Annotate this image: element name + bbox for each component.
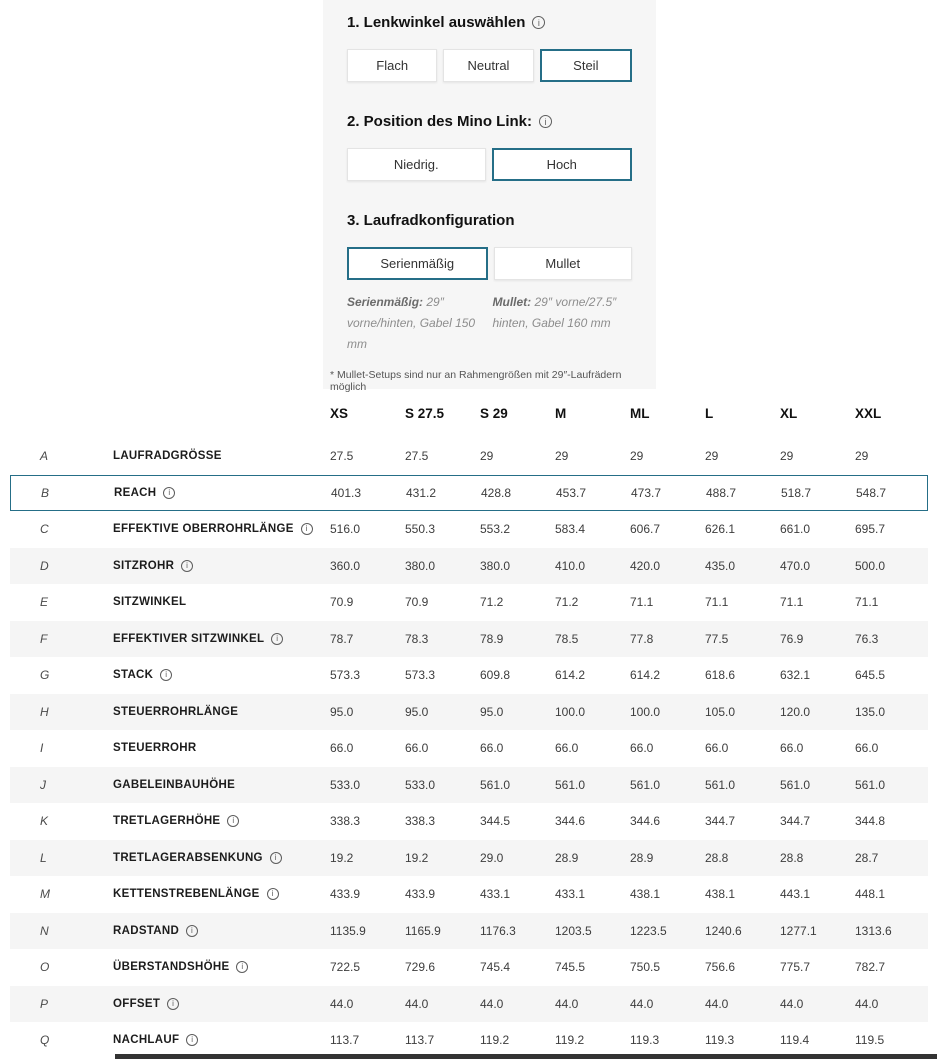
geometry-value: 516.0 <box>330 522 361 537</box>
option-serienm-ig[interactable]: Serienmäßig <box>347 247 488 280</box>
table-header-row <box>10 398 928 428</box>
geometry-value: 66.0 <box>555 741 579 756</box>
geometry-value: 745.5 <box>555 960 586 975</box>
configurator-panel <box>323 0 656 393</box>
geometry-value: 360.0 <box>330 558 361 573</box>
geometry-value: 344.6 <box>630 814 661 829</box>
geometry-value: 76.9 <box>780 631 804 646</box>
geometry-value: 78.5 <box>555 631 579 646</box>
section-title <box>347 14 632 31</box>
row-letter: I <box>40 741 44 756</box>
geometry-value: 645.5 <box>855 668 886 683</box>
geometry-value: 453.7 <box>556 485 587 500</box>
size-column-header: ML <box>630 405 650 421</box>
row-label-text: SITZWINKEL <box>113 596 187 609</box>
geometry-row-effektiver-sitzwinkel[interactable] <box>10 621 928 658</box>
section-title <box>347 113 632 130</box>
option-flach[interactable]: Flach <box>347 49 437 82</box>
row-label-text: TRETLAGERHÖHE <box>113 815 221 828</box>
row-letter: O <box>40 960 50 975</box>
geometry-value: 78.9 <box>480 631 504 646</box>
geometry-value: 561.0 <box>480 777 511 792</box>
geometry-value: 78.7 <box>330 631 354 646</box>
info-icon[interactable]: i <box>532 16 545 29</box>
size-column-header: XS <box>330 405 349 421</box>
geometry-value: 775.7 <box>780 960 811 975</box>
row-label-text: EFFEKTIVER SITZWINKEL <box>113 632 265 645</box>
geometry-value: 344.7 <box>705 814 736 829</box>
geometry-value: 756.6 <box>705 960 736 975</box>
geometry-value: 119.3 <box>630 1033 660 1048</box>
section-title <box>347 212 632 229</box>
geometry-value: 380.0 <box>405 558 436 573</box>
size-column-header: S 27.5 <box>405 405 445 421</box>
geometry-value: 119.4 <box>780 1033 810 1048</box>
geometry-value: 71.1 <box>630 595 654 610</box>
geometry-value: 28.8 <box>705 850 729 865</box>
geometry-value: 626.1 <box>705 522 736 537</box>
size-column-header: M <box>555 405 567 421</box>
row-label-text: KETTENSTREBENLÄNGE <box>113 888 260 901</box>
geometry-value: 380.0 <box>480 558 511 573</box>
geometry-value: 77.8 <box>630 631 654 646</box>
geometry-value: 71.2 <box>555 595 579 610</box>
geometry-value: 119.2 <box>480 1033 510 1048</box>
geometry-value: 100.0 <box>630 704 661 719</box>
row-letter: P <box>40 996 49 1011</box>
row-letter: G <box>40 668 50 683</box>
info-icon[interactable]: i <box>181 560 193 572</box>
geometry-value: 1176.3 <box>480 923 516 938</box>
geometry-value: 518.7 <box>781 485 812 500</box>
row-letter: J <box>40 777 46 792</box>
geometry-value: 71.2 <box>480 595 504 610</box>
size-column-header: XXL <box>855 405 882 421</box>
geometry-value: 95.0 <box>405 704 429 719</box>
geometry-value: 29 <box>480 449 494 464</box>
row-label <box>114 487 331 499</box>
geometry-value: 561.0 <box>780 777 811 792</box>
geometry-value: 71.1 <box>780 595 804 610</box>
row-label-text: STEUERROHR <box>113 742 197 755</box>
info-icon[interactable]: i <box>267 888 279 900</box>
geometry-value: 561.0 <box>705 777 736 792</box>
geometry-row-radstand[interactable] <box>10 913 928 950</box>
geometry-value: 473.7 <box>631 485 662 500</box>
row-label-text: RADSTAND <box>113 924 180 937</box>
row-label-text: STACK <box>113 669 154 682</box>
geometry-value: 71.1 <box>705 595 729 610</box>
section-title-text: 3. Laufradkonfiguration <box>347 212 515 229</box>
row-letter: Q <box>40 1033 50 1048</box>
mullet-footnote: * Mullet-Setups sind nur an Rahmengrößen mit 29″-Laufrädern möglich <box>330 369 622 393</box>
geometry-value: 70.9 <box>405 595 429 610</box>
geometry-row-berstandsh-he[interactable] <box>10 949 928 986</box>
geometry-value: 338.3 <box>405 814 436 829</box>
configurator-sections <box>347 14 632 355</box>
geometry-value: 420.0 <box>630 558 661 573</box>
row-label-text: STEUERROHRLÄNGE <box>113 705 239 718</box>
geometry-value: 338.3 <box>330 814 361 829</box>
option-group <box>347 49 632 82</box>
info-icon[interactable]: i <box>160 669 172 681</box>
geometry-value: 533.0 <box>405 777 436 792</box>
row-letter: E <box>40 595 49 610</box>
geometry-table <box>0 398 937 1059</box>
geometry-value: 745.4 <box>480 960 511 975</box>
geometry-value: 410.0 <box>555 558 586 573</box>
geometry-value: 95.0 <box>480 704 504 719</box>
geometry-value: 573.3 <box>405 668 436 683</box>
geometry-value: 119.2 <box>555 1033 585 1048</box>
info-icon[interactable]: i <box>167 998 179 1010</box>
geometry-value: 618.6 <box>705 668 736 683</box>
info-icon[interactable]: i <box>539 115 552 128</box>
geometry-value: 66.0 <box>630 741 654 756</box>
geometry-value: 344.8 <box>855 814 886 829</box>
row-label <box>113 998 330 1010</box>
geometry-value: 120.0 <box>780 704 811 719</box>
option-neutral[interactable]: Neutral <box>443 49 533 82</box>
geometry-value: 433.9 <box>405 887 436 902</box>
section-title-text: 2. Position des Mino Link: <box>347 113 533 130</box>
geometry-value: 27.5 <box>405 449 429 464</box>
geometry-value: 431.2 <box>406 485 437 500</box>
wheel-config-description <box>493 292 633 355</box>
geometry-value: 66.0 <box>330 741 354 756</box>
geometry-value: 1165.9 <box>405 923 441 938</box>
geometry-value: 1240.6 <box>705 923 742 938</box>
row-label-text: EFFEKTIVE OBERROHRLÄNGE <box>113 523 294 536</box>
description-text: 29″ vorne/27.5″ hinten, Gabel 160 mm <box>492 295 617 330</box>
geometry-value: 695.7 <box>855 522 886 537</box>
geometry-value: 44.0 <box>480 996 504 1011</box>
row-letter: N <box>40 923 49 938</box>
geometry-value: 66.0 <box>480 741 504 756</box>
geometry-value: 435.0 <box>705 558 736 573</box>
section-title-text: 1. Lenkwinkel auswählen <box>347 14 526 31</box>
size-column-header: L <box>705 405 714 421</box>
geometry-value: 76.3 <box>855 631 879 646</box>
geometry-value: 344.6 <box>555 814 586 829</box>
geometry-value: 19.2 <box>405 850 429 865</box>
geometry-value: 66.0 <box>405 741 429 756</box>
geometry-value: 29 <box>630 449 644 464</box>
geometry-value: 500.0 <box>855 558 886 573</box>
geometry-value: 443.1 <box>780 887 811 902</box>
geometry-value: 488.7 <box>706 485 737 500</box>
row-label <box>113 1034 330 1046</box>
info-icon[interactable]: i <box>163 487 175 499</box>
row-label <box>113 706 330 718</box>
geometry-value: 29 <box>705 449 719 464</box>
geometry-row-steuerrohr[interactable] <box>10 730 928 767</box>
geometry-value: 344.7 <box>780 814 811 829</box>
geometry-value: 29.0 <box>480 850 504 865</box>
geometry-value: 722.5 <box>330 960 361 975</box>
geometry-value: 44.0 <box>705 996 729 1011</box>
geometry-value: 113.7 <box>330 1033 360 1048</box>
row-letter: L <box>40 850 47 865</box>
geometry-value: 573.3 <box>330 668 361 683</box>
geometry-value: 661.0 <box>780 522 811 537</box>
geometry-row-sitzrohr[interactable] <box>10 548 928 585</box>
geometry-value: 70.9 <box>330 595 354 610</box>
geometry-value: 401.3 <box>331 485 362 500</box>
geometry-value: 113.7 <box>405 1033 435 1048</box>
row-letter: D <box>40 558 49 573</box>
geometry-value: 66.0 <box>780 741 804 756</box>
option-group <box>347 247 632 280</box>
row-label <box>113 633 330 645</box>
geometry-value: 19.2 <box>330 850 354 865</box>
geometry-value: 428.8 <box>481 485 512 500</box>
geometry-value: 27.5 <box>330 449 354 464</box>
geometry-value: 344.5 <box>480 814 511 829</box>
geometry-value: 561.0 <box>555 777 586 792</box>
wheel-config-descriptions <box>347 292 632 355</box>
row-letter: F <box>40 631 48 646</box>
geometry-value: 119.3 <box>705 1033 735 1048</box>
info-icon[interactable]: i <box>270 852 282 864</box>
row-label <box>113 925 330 937</box>
geometry-value: 606.7 <box>630 522 661 537</box>
geometry-value: 782.7 <box>855 960 886 975</box>
description-text: 29″ vorne/hinten, Gabel 150 mm <box>347 295 476 351</box>
geometry-row-effektive-oberrohrl-nge[interactable] <box>10 511 928 548</box>
geometry-value: 632.1 <box>780 668 811 683</box>
geometry-value: 1223.5 <box>630 923 667 938</box>
geometry-value: 66.0 <box>705 741 729 756</box>
row-label-text: NACHLAUF <box>113 1034 180 1047</box>
geometry-value: 433.9 <box>330 887 361 902</box>
description-lead: Mullet: <box>492 295 532 309</box>
row-label <box>113 450 330 462</box>
geometry-value: 561.0 <box>630 777 661 792</box>
geometry-row-offset[interactable] <box>10 986 928 1023</box>
info-icon[interactable]: i <box>301 523 313 535</box>
size-column-header: XL <box>780 405 798 421</box>
geometry-value: 105.0 <box>705 704 736 719</box>
geometry-row-kettenstrebenl-nge[interactable] <box>10 876 928 913</box>
row-label <box>113 742 330 754</box>
geometry-value: 28.9 <box>555 850 579 865</box>
geometry-value: 135.0 <box>855 704 886 719</box>
row-label-text: GABELEINBAUHÖHE <box>113 778 236 791</box>
row-letter: K <box>40 814 49 829</box>
description-lead: Serienmäßig: <box>347 295 424 309</box>
geometry-row-tretlagerh-he[interactable] <box>10 803 928 840</box>
geometry-value: 433.1 <box>555 887 586 902</box>
geometry-value: 44.0 <box>330 996 354 1011</box>
geometry-value: 548.7 <box>856 485 887 500</box>
info-icon[interactable]: i <box>186 1034 198 1046</box>
row-label-text: OFFSET <box>113 997 161 1010</box>
row-label <box>113 888 330 900</box>
row-letter: B <box>41 485 50 500</box>
row-label <box>113 669 330 681</box>
geometry-row-gabeleinbauh-he[interactable] <box>10 767 928 804</box>
geometry-row-stack[interactable] <box>10 657 928 694</box>
option-steil[interactable]: Steil <box>540 49 632 82</box>
geometry-value: 29 <box>555 449 569 464</box>
geometry-value: 614.2 <box>555 668 586 683</box>
row-label-text: SITZROHR <box>113 559 175 572</box>
row-letter: C <box>40 522 49 537</box>
geometry-value: 29 <box>780 449 794 464</box>
geometry-value: 583.4 <box>555 522 586 537</box>
geometry-row-steuerrohrl-nge[interactable] <box>10 694 928 731</box>
geometry-value: 438.1 <box>630 887 661 902</box>
geometry-value: 553.2 <box>480 522 511 537</box>
row-label <box>113 779 330 791</box>
geometry-value: 614.2 <box>630 668 661 683</box>
geometry-value: 448.1 <box>855 887 886 902</box>
row-label <box>113 523 330 535</box>
geometry-value: 729.6 <box>405 960 436 975</box>
bottom-dark-bar <box>115 1054 937 1059</box>
row-label <box>113 815 330 827</box>
geometry-row-reach[interactable] <box>10 475 928 512</box>
info-icon[interactable]: i <box>186 925 198 937</box>
size-column-header: S 29 <box>480 405 508 421</box>
geometry-value: 1277.1 <box>780 923 817 938</box>
geometry-value: 44.0 <box>780 996 804 1011</box>
option-niedrig[interactable]: Niedrig. <box>347 148 486 181</box>
geometry-value: 44.0 <box>405 996 429 1011</box>
geometry-value: 28.8 <box>780 850 804 865</box>
geometry-value: 71.1 <box>855 595 879 610</box>
geometry-value: 95.0 <box>330 704 354 719</box>
row-letter: A <box>40 449 49 464</box>
geometry-value: 66.0 <box>855 741 879 756</box>
geometry-value: 44.0 <box>855 996 879 1011</box>
geometry-value: 533.0 <box>330 777 361 792</box>
geometry-value: 750.5 <box>630 960 661 975</box>
row-label-text: TRETLAGERABSENKUNG <box>113 851 263 864</box>
geometry-value: 1203.5 <box>555 923 592 938</box>
row-label-text: REACH <box>114 486 157 499</box>
geometry-value: 44.0 <box>630 996 654 1011</box>
row-letter: M <box>40 887 50 902</box>
geometry-row-tretlagerabsenkung[interactable] <box>10 840 928 877</box>
option-hoch[interactable]: Hoch <box>492 148 633 181</box>
geometry-value: 100.0 <box>555 704 586 719</box>
option-group <box>347 148 632 181</box>
geometry-value: 1313.6 <box>855 923 892 938</box>
geometry-value: 470.0 <box>780 558 811 573</box>
row-letter: H <box>40 704 49 719</box>
row-label-text: LAUFRADGRÖSSE <box>113 450 222 463</box>
geometry-value: 438.1 <box>705 887 736 902</box>
row-label-text: ÜBERSTANDSHÖHE <box>113 961 230 974</box>
row-label <box>113 852 330 864</box>
geometry-value: 78.3 <box>405 631 429 646</box>
geometry-value: 609.8 <box>480 668 511 683</box>
geometry-value: 28.9 <box>630 850 654 865</box>
geometry-value: 550.3 <box>405 522 436 537</box>
geometry-value: 433.1 <box>480 887 511 902</box>
row-label <box>113 560 330 572</box>
option-mullet[interactable]: Mullet <box>494 247 633 280</box>
geometry-value: 119.5 <box>855 1033 885 1048</box>
geometry-value: 77.5 <box>705 631 729 646</box>
row-label <box>113 596 330 608</box>
geometry-row-sitzwinkel[interactable] <box>10 584 928 621</box>
geometry-row-laufradgr-sse[interactable] <box>10 438 928 475</box>
geometry-value: 561.0 <box>855 777 886 792</box>
geometry-value: 1135.9 <box>330 923 366 938</box>
geometry-value: 28.7 <box>855 850 879 865</box>
info-icon[interactable]: i <box>236 961 248 973</box>
geometry-value: 29 <box>855 449 869 464</box>
info-icon[interactable]: i <box>271 633 283 645</box>
row-label <box>113 961 330 973</box>
geometry-value: 44.0 <box>555 996 579 1011</box>
wheel-config-description <box>347 292 487 355</box>
info-icon[interactable]: i <box>227 815 239 827</box>
